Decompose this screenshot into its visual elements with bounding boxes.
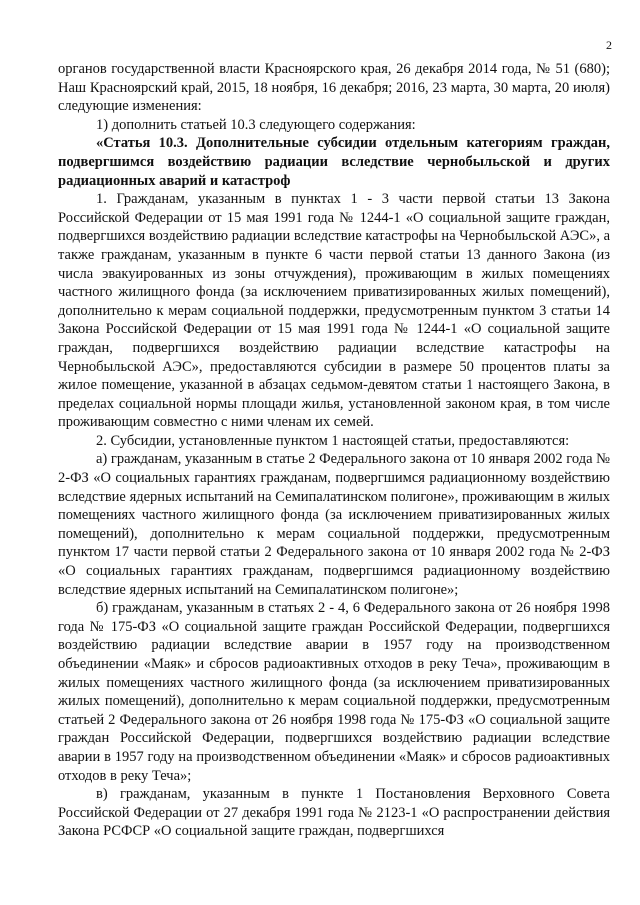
article-title: «Статья 10.3. Дополнительные субсидии отдельным категориям граждан, подвергшимся воздействию радиации вследствие чернобыльской и других радиационных аварий и катастроф: [58, 135, 610, 189]
paragraph-intro: органов государственной власти Красноярского края, 26 декабря 2014 года, № 51 (680); Наш Красноярский край, 2015, 18 ноября, 16 декабря; 2016, 23 марта, 30 марта, 20 июля) следующие изменения:: [58, 61, 610, 115]
paragraph-subpoint-b: б) гражданам, указанным в статьях 2 - 4, 6 Федерального закона от 26 ноября 1998 года № 175-ФЗ «О социальной защите граждан Российской Федерации, подвергшихся воздействию радиации вследствие аварии в 1957 году на производственном объединении «Маяк» и сбросов радиоактивных отходов в реку Теча», проживающим в жилых помещениях частного жилищного фонда (за исключением приватизированных жилых помещений), дополнительно к мерам социальной поддержки, предусмотренным статьей 2 Федерального закона от 26 ноября 1998 года № 175-ФЗ «О социальной защите граждан Российской Федерации, подвергшихся воздействию радиации вследствие аварии в 1957 году на производственном объединении «Маяк» и сбросов радиоактивных отходов в реку Теча»;: [58, 600, 610, 784]
paragraph-subpoint-a: а) гражданам, указанным в статье 2 Федерального закона от 10 января 2002 года № 2-ФЗ «О социальных гарантиях гражданам, подвергшимся радиационному воздействию вследствие ядерных испытаний на Семипалатинском полигоне», проживающим в жилых помещениях частного жилищного фонда (за исключением приватизированных жилых помещений), дополнительно к мерам социальной поддержки, предусмотренным пунктом 17 части первой статьи 2 Федерального закона от 10 января 2002 года № 2-ФЗ «О социальных гарантиях гражданам, подвергшимся радиационному воздействию вследствие ядерных испытаний на Семипалатинском полигоне»;: [58, 451, 610, 598]
paragraph-item-1: 1) дополнить статьей 10.3 следующего содержания:: [96, 116, 416, 133]
paragraph-point-1: 1. Гражданам, указанным в пунктах 1 - 3 части первой статьи 13 Закона Российской Федерации от 15 мая 1991 года № 1244-1 «О социальной защите граждан, подвергшихся воздействию радиации вследствие катастрофы на Чернобыльской АЭС», а также гражданам, указанным в пункте 6 части первой статьи 13 данного Закона (из числа эвакуированных из зоны отчуждения), проживающим в жилых помещениях частного жилищного фонда (за исключением приватизированных жилых помещений), дополнительно к мерам социальной поддержки, предусмотренным пунктом 3 статьи 14 Закона Российской Федерации от 15 мая 1991 года № 1244-1 «О социальной защите граждан, подвергшихся воздействию радиации вследствие катастрофы на Чернобыльской АЭС», предоставляются субсидии в размере 50 процентов платы за жилое помещение, указанной в абзацах седьмом-девятом статьи 1 настоящего Закона, в пределах социальной нормы площади жилья, установленной законом края, в том числе проживающим совместно с ними членам их семей.: [58, 191, 611, 431]
page-number: 2: [606, 38, 612, 52]
paragraph-subpoint-v: в) гражданам, указанным в пункте 1 Постановления Верховного Совета Российской Федерации от 27 декабря 1991 года № 2123-1 «О распространении действия Закона РСФСР «О социальной защите граждан, подвергшихся: [58, 786, 610, 840]
document-body: [58, 60, 610, 841]
paragraph-point-2: 2. Субсидии, установленные пунктом 1 настоящей статьи, предоставляются:: [96, 432, 570, 449]
